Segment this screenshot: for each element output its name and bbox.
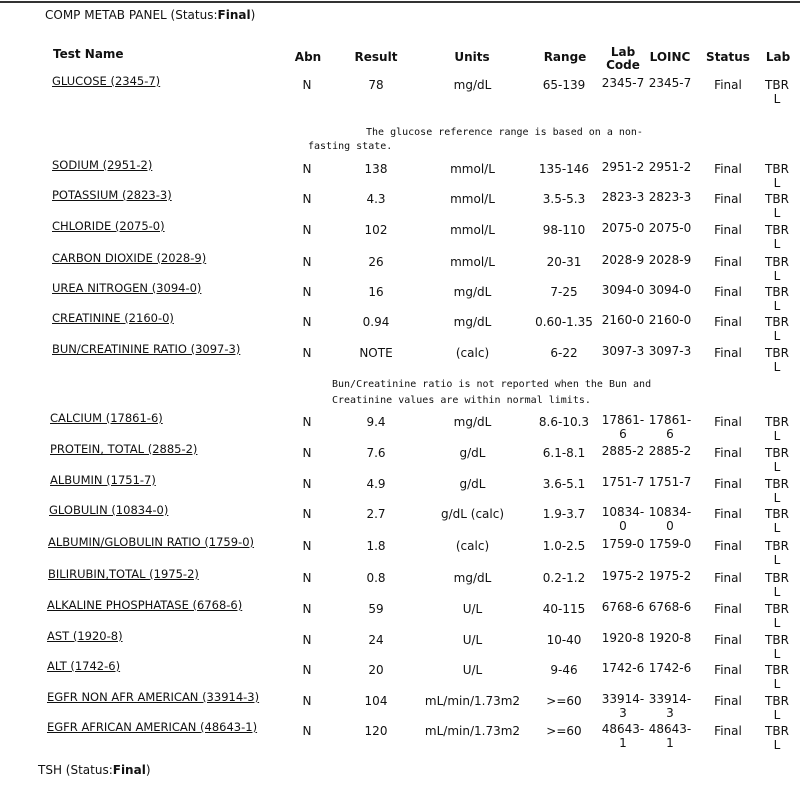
reference-range: >=60 xyxy=(546,694,582,708)
result-status: Final xyxy=(714,571,742,585)
result-value: 9.4 xyxy=(366,415,386,429)
test-name: CHLORIDE (2075-0) xyxy=(52,219,165,233)
table-row xyxy=(0,186,800,220)
loinc-code: 2075-0 xyxy=(648,221,692,235)
units: U/L xyxy=(462,663,483,677)
header-units: Units xyxy=(454,50,490,64)
loinc-code: 2951-2 xyxy=(648,160,692,174)
lab-id: TBR L xyxy=(765,315,789,343)
result-value: 7.6 xyxy=(366,446,386,460)
lab-id: TBR L xyxy=(765,78,789,106)
loinc-code: 6768-6 xyxy=(648,600,692,614)
reference-range: 20-31 xyxy=(546,255,582,269)
result-value: 4.9 xyxy=(366,477,386,491)
loinc-code: 10834-0 xyxy=(648,505,692,533)
table-row xyxy=(0,688,800,722)
test-name: ALKALINE PHOSPHATASE (6768-6) xyxy=(47,598,243,612)
lab-id: TBR L xyxy=(765,602,789,630)
result-value: 0.8 xyxy=(366,571,386,585)
table-row xyxy=(0,309,800,343)
units: mL/min/1.73m2 xyxy=(424,724,521,738)
loinc-code: 2160-0 xyxy=(648,313,692,327)
lab-code: 1751-7 xyxy=(601,475,645,489)
reference-range: 1.0-2.5 xyxy=(542,539,586,553)
units: U/L xyxy=(462,602,483,616)
units: mg/dL xyxy=(453,571,492,585)
test-name: CARBON DIOXIDE (2028-9) xyxy=(52,251,207,265)
lab-id: TBR L xyxy=(765,346,789,374)
lab-code: 6768-6 xyxy=(601,600,645,614)
abn-flag: N xyxy=(302,78,312,92)
table-row xyxy=(0,156,800,190)
units: g/dL xyxy=(459,477,486,491)
reference-range: 6.1-8.1 xyxy=(542,446,586,460)
loinc-code: 1975-2 xyxy=(648,569,692,583)
header-abn: Abn xyxy=(294,50,322,64)
reference-range: 135-146 xyxy=(538,162,590,176)
result-status: Final xyxy=(714,162,742,176)
abn-flag: N xyxy=(302,415,312,429)
lab-id: TBR L xyxy=(765,477,789,505)
table-row xyxy=(0,657,800,691)
lab-code: 3094-0 xyxy=(601,283,645,297)
header-lab-code: Lab Code xyxy=(606,45,640,72)
abn-flag: N xyxy=(302,507,312,521)
header-loinc: LOINC xyxy=(649,50,691,64)
result-value: 16 xyxy=(368,285,384,299)
loinc-code: 1759-0 xyxy=(648,537,692,551)
test-name: GLUCOSE (2345-7) xyxy=(52,74,161,88)
units: mmol/L xyxy=(450,192,495,206)
units: g/dL xyxy=(459,446,486,460)
abn-flag: N xyxy=(302,724,312,738)
result-value: NOTE xyxy=(359,346,393,360)
lab-code: 33914-3 xyxy=(601,692,645,720)
test-name: UREA NITROGEN (3094-0) xyxy=(52,281,202,295)
test-name: SODIUM (2951-2) xyxy=(52,158,153,172)
table-row xyxy=(0,440,800,474)
result-status: Final xyxy=(714,507,742,521)
loinc-code: 2823-3 xyxy=(648,190,692,204)
top-border-line xyxy=(0,1,800,3)
reference-range: 9-46 xyxy=(550,663,578,677)
table-row xyxy=(0,471,800,505)
result-status: Final xyxy=(714,255,742,269)
units: (calc) xyxy=(455,539,490,553)
tsh-status: Final xyxy=(112,763,146,777)
lab-code: 1759-0 xyxy=(601,537,645,551)
reference-range: 3.5-5.3 xyxy=(542,192,586,206)
result-status: Final xyxy=(714,285,742,299)
reference-range: 0.2-1.2 xyxy=(542,571,586,585)
result-value: 59 xyxy=(368,602,384,616)
abn-flag: N xyxy=(302,633,312,647)
result-status: Final xyxy=(714,539,742,553)
result-value: 78 xyxy=(368,78,384,92)
loinc-code: 1742-6 xyxy=(648,661,692,675)
lab-id: TBR L xyxy=(765,507,789,535)
units: mL/min/1.73m2 xyxy=(424,694,521,708)
result-status: Final xyxy=(714,346,742,360)
tsh-panel-title: TSH (Status:Final) xyxy=(38,763,151,777)
lab-code: 2823-3 xyxy=(601,190,645,204)
result-value: 24 xyxy=(368,633,384,647)
result-value: 102 xyxy=(364,223,388,237)
reference-range: 6-22 xyxy=(550,346,578,360)
lab-code: 2160-0 xyxy=(601,313,645,327)
table-row xyxy=(0,627,800,661)
abn-flag: N xyxy=(302,346,312,360)
result-value: 4.3 xyxy=(366,192,386,206)
lab-id: TBR L xyxy=(765,223,789,251)
reference-range: 0.60-1.35 xyxy=(535,315,593,329)
glucose-note: The glucose reference range is based on a non- fasting state. xyxy=(308,127,643,152)
table-row xyxy=(0,249,800,283)
lab-code: 3097-3 xyxy=(601,344,645,358)
lab-code: 48643-1 xyxy=(601,722,645,750)
lab-id: TBR L xyxy=(765,694,789,722)
lab-code: 17861-6 xyxy=(601,413,645,441)
lab-code: 1742-6 xyxy=(601,661,645,675)
table-row xyxy=(0,565,800,599)
units: mmol/L xyxy=(450,255,495,269)
abn-flag: N xyxy=(302,602,312,616)
units: g/dL (calc) xyxy=(440,507,505,521)
result-status: Final xyxy=(714,446,742,460)
result-status: Final xyxy=(714,223,742,237)
test-name: GLOBULIN (10834-0) xyxy=(49,503,169,517)
lab-id: TBR L xyxy=(765,724,789,752)
result-value: 1.8 xyxy=(366,539,386,553)
abn-flag: N xyxy=(302,255,312,269)
reference-range: 7-25 xyxy=(550,285,578,299)
table-row xyxy=(0,533,800,567)
lab-code: 1975-2 xyxy=(601,569,645,583)
units: (calc) xyxy=(455,346,490,360)
abn-flag: N xyxy=(302,694,312,708)
abn-flag: N xyxy=(302,192,312,206)
lab-code: 2028-9 xyxy=(601,253,645,267)
lab-id: TBR L xyxy=(765,539,789,567)
abn-flag: N xyxy=(302,571,312,585)
table-row xyxy=(0,596,800,630)
abn-flag: N xyxy=(302,663,312,677)
loinc-code: 48643-1 xyxy=(648,722,692,750)
loinc-code: 17861-6 xyxy=(648,413,692,441)
lab-id: TBR L xyxy=(765,255,789,283)
lab-code: 2345-7 xyxy=(601,76,645,90)
panel-title: COMP METAB PANEL (Status:Final) xyxy=(45,8,256,22)
lab-code: 2951-2 xyxy=(601,160,645,174)
loinc-code: 3094-0 xyxy=(648,283,692,297)
reference-range: 8.6-10.3 xyxy=(538,415,590,429)
abn-flag: N xyxy=(302,446,312,460)
test-name: BUN/CREATININE RATIO (3097-3) xyxy=(52,342,241,356)
result-value: 138 xyxy=(364,162,388,176)
units: mg/dL xyxy=(453,315,492,329)
table-row xyxy=(0,340,800,374)
result-value: 104 xyxy=(364,694,388,708)
test-name: AST (1920-8) xyxy=(47,629,123,643)
abn-flag: N xyxy=(302,285,312,299)
abn-flag: N xyxy=(302,315,312,329)
result-value: 26 xyxy=(368,255,384,269)
result-status: Final xyxy=(714,602,742,616)
reference-range: >=60 xyxy=(546,724,582,738)
result-status: Final xyxy=(714,663,742,677)
reference-range: 3.6-5.1 xyxy=(542,477,586,491)
loinc-code: 2885-2 xyxy=(648,444,692,458)
lab-id: TBR L xyxy=(765,285,789,313)
table-row xyxy=(0,72,800,106)
bun-creatinine-note: Bun/Creatinine ratio is not reported when the Bun and Creatinine values are within normal limits. xyxy=(332,379,652,406)
header-range: Range xyxy=(543,50,587,64)
result-value: 0.94 xyxy=(362,315,390,329)
table-row xyxy=(0,501,800,535)
test-name: PROTEIN, TOTAL (2885-2) xyxy=(50,442,198,456)
table-row xyxy=(0,279,800,313)
result-status: Final xyxy=(714,192,742,206)
result-value: 2.7 xyxy=(366,507,386,521)
abn-flag: N xyxy=(302,223,312,237)
lab-code: 10834-0 xyxy=(601,505,645,533)
result-status: Final xyxy=(714,78,742,92)
panel-status: Final xyxy=(217,8,251,22)
units: mmol/L xyxy=(450,162,495,176)
test-name: EGFR NON AFR AMERICAN (33914-3) xyxy=(47,690,260,704)
units: mg/dL xyxy=(453,78,492,92)
loinc-code: 3097-3 xyxy=(648,344,692,358)
test-name: ALBUMIN (1751-7) xyxy=(50,473,156,487)
lab-code: 2075-0 xyxy=(601,221,645,235)
reference-range: 10-40 xyxy=(546,633,582,647)
result-status: Final xyxy=(714,477,742,491)
abn-flag: N xyxy=(302,162,312,176)
lab-id: TBR L xyxy=(765,162,789,190)
test-name: ALT (1742-6) xyxy=(47,659,121,673)
result-status: Final xyxy=(714,315,742,329)
abn-flag: N xyxy=(302,539,312,553)
loinc-code: 1751-7 xyxy=(648,475,692,489)
header-result: Result xyxy=(354,50,398,64)
header-status: Status xyxy=(706,50,750,64)
test-name: POTASSIUM (2823-3) xyxy=(52,188,172,202)
result-value: 20 xyxy=(368,663,384,677)
test-name: ALBUMIN/GLOBULIN RATIO (1759-0) xyxy=(48,535,255,549)
header-lab: Lab xyxy=(765,50,791,64)
result-status: Final xyxy=(714,415,742,429)
lab-id: TBR L xyxy=(765,446,789,474)
reference-range: 1.9-3.7 xyxy=(542,507,586,521)
loinc-code: 1920-8 xyxy=(648,631,692,645)
units: mmol/L xyxy=(450,223,495,237)
result-status: Final xyxy=(714,694,742,708)
result-status: Final xyxy=(714,633,742,647)
lab-code: 2885-2 xyxy=(601,444,645,458)
lab-id: TBR L xyxy=(765,633,789,661)
result-status: Final xyxy=(714,724,742,738)
test-name: EGFR AFRICAN AMERICAN (48643-1) xyxy=(47,720,258,734)
result-value: 120 xyxy=(364,724,388,738)
table-row xyxy=(0,409,800,443)
lab-id: TBR L xyxy=(765,571,789,599)
reference-range: 98-110 xyxy=(542,223,586,237)
loinc-code: 33914-3 xyxy=(648,692,692,720)
lab-id: TBR L xyxy=(765,192,789,220)
reference-range: 40-115 xyxy=(542,602,586,616)
lab-id: TBR L xyxy=(765,663,789,691)
test-name: CALCIUM (17861-6) xyxy=(50,411,163,425)
table-row xyxy=(0,718,800,752)
test-name: CREATININE (2160-0) xyxy=(52,311,174,325)
units: mg/dL xyxy=(453,415,492,429)
units: U/L xyxy=(462,633,483,647)
reference-range: 65-139 xyxy=(542,78,586,92)
abn-flag: N xyxy=(302,477,312,491)
table-row xyxy=(0,217,800,251)
loinc-code: 2345-7 xyxy=(648,76,692,90)
test-name: BILIRUBIN,TOTAL (1975-2) xyxy=(48,567,199,581)
loinc-code: 2028-9 xyxy=(648,253,692,267)
header-test-name: Test Name xyxy=(53,47,124,61)
lab-code: 1920-8 xyxy=(601,631,645,645)
units: mg/dL xyxy=(453,285,492,299)
lab-id: TBR L xyxy=(765,415,789,443)
